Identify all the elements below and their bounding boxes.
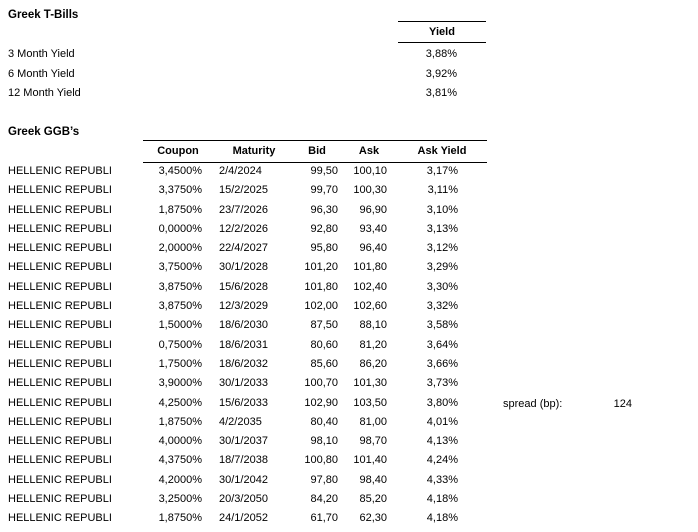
ggb-cell-bid: 102,00: [304, 300, 338, 313]
tbill-label: 6 Month Yield: [8, 67, 75, 80]
ggb-cell-issuer: HELLENIC REPUBLI: [8, 396, 112, 409]
ggb-cell-issuer: HELLENIC REPUBLI: [8, 454, 112, 467]
ggb-cell-bid: 61,70: [310, 512, 338, 525]
ggb-cell-bid: 84,20: [310, 493, 338, 506]
ggb-cell-bid: 99,70: [310, 184, 338, 197]
ggb-row: [0, 451, 698, 470]
tbill-row: [0, 65, 698, 85]
ggb-cell-ask: 85,20: [359, 493, 387, 506]
ggb-table: [0, 162, 698, 529]
ggb-section-title: Greek GGB’s: [8, 126, 80, 138]
tbill-yield-value: 3,88%: [425, 48, 457, 60]
ggb-cell-coupon: 0,0000%: [158, 222, 202, 235]
ggb-cell-issuer: HELLENIC REPUBLI: [8, 165, 112, 177]
ggb-cell-coupon: 1,8750%: [158, 415, 202, 428]
ggb-cell-ask: 96,40: [359, 242, 387, 255]
ggb-cell-maturity: 15/6/2028: [219, 280, 268, 293]
tbills-yield-header-label: Yield: [429, 26, 455, 38]
tbill-label: 12 Month Yield: [8, 87, 81, 100]
ggb-cell-bid: 100,80: [304, 454, 338, 467]
ggb-cell-issuer: HELLENIC REPUBLI: [8, 300, 112, 313]
ggb-cell-issuer: HELLENIC REPUBLI: [8, 415, 112, 428]
ggb-column-header-maturity: Maturity: [232, 145, 276, 157]
ggb-cell-ask-yield: 3,30%: [426, 280, 458, 293]
ggb-cell-maturity: 12/2/2026: [219, 222, 268, 235]
ggb-cell-ask: 98,40: [359, 473, 387, 486]
ggb-cell-maturity: 18/6/2030: [219, 319, 268, 332]
ggb-cell-maturity: 18/6/2031: [219, 338, 268, 351]
ggb-cell-issuer: HELLENIC REPUBLI: [8, 493, 112, 506]
ggb-cell-bid: 87,50: [310, 319, 338, 332]
ggb-cell-bid: 98,10: [310, 435, 338, 448]
ggb-row: [0, 316, 698, 335]
ggb-row: [0, 355, 698, 374]
ggb-cell-issuer: HELLENIC REPUBLI: [8, 242, 112, 255]
ggb-cell-maturity: 15/6/2033: [219, 396, 268, 409]
ggb-cell-issuer: HELLENIC REPUBLI: [8, 435, 112, 448]
tbills-section-title: Greek T-Bills: [8, 9, 79, 21]
ggb-cell-issuer: HELLENIC REPUBLI: [8, 203, 112, 216]
ggb-cell-ask-yield: 4,24%: [426, 454, 458, 467]
ggb-row: [0, 162, 698, 181]
ggb-cell-bid: 101,20: [304, 261, 338, 274]
ggb-row: [0, 471, 698, 490]
ggb-cell-bid: 80,60: [310, 338, 338, 351]
ggb-cell-ask-yield: 3,10%: [426, 203, 458, 216]
ggb-cell-ask-yield: 3,17%: [426, 165, 458, 177]
ggb-cell-bid: 101,80: [304, 280, 338, 293]
ggb-cell-coupon: 3,4500%: [158, 165, 202, 177]
ggb-cell-coupon: 2,0000%: [158, 242, 202, 255]
ggb-cell-issuer: HELLENIC REPUBLI: [8, 512, 112, 525]
ggb-cell-maturity: 23/7/2026: [219, 203, 268, 216]
ggb-cell-coupon: 3,7500%: [158, 261, 202, 274]
ggb-cell-bid: 85,60: [310, 357, 338, 370]
ggb-row: [0, 258, 698, 277]
ggb-cell-ask: 86,20: [359, 357, 387, 370]
ggb-row: [0, 490, 698, 509]
ggb-cell-ask-yield: 3,80%: [426, 396, 458, 409]
ggb-cell-maturity: 30/1/2037: [219, 435, 268, 448]
ggb-cell-ask: 101,80: [353, 261, 387, 274]
ggb-cell-ask-yield: 3,12%: [426, 242, 458, 255]
ggb-cell-issuer: HELLENIC REPUBLI: [8, 222, 112, 235]
ggb-column-header-ask: Ask: [358, 145, 380, 157]
ggb-row: [0, 374, 698, 393]
ggb-row: [0, 297, 698, 316]
ggb-cell-coupon: 3,3750%: [158, 184, 202, 197]
ggb-cell-ask-yield: 3,29%: [426, 261, 458, 274]
ggb-cell-ask: 101,40: [353, 454, 387, 467]
tbill-row: [0, 84, 698, 104]
tbill-yield-value: 3,81%: [425, 87, 457, 100]
ggb-column-header-ask-yield: Ask Yield: [417, 145, 467, 157]
ggb-cell-maturity: 18/6/2032: [219, 357, 268, 370]
tbill-label: 3 Month Yield: [8, 48, 75, 60]
ggb-cell-ask-yield: 3,66%: [426, 357, 458, 370]
ggb-cell-bid: 99,50: [310, 165, 338, 177]
ggb-cell-ask-yield: 4,01%: [426, 415, 458, 428]
ggb-cell-coupon: 4,3750%: [158, 454, 202, 467]
ggb-cell-maturity: 2/4/2024: [219, 165, 262, 177]
ggb-cell-ask-yield: 3,32%: [426, 300, 458, 313]
ggb-cell-issuer: HELLENIC REPUBLI: [8, 357, 112, 370]
ggb-cell-ask-yield: 3,13%: [426, 222, 458, 235]
ggb-cell-coupon: 4,2000%: [158, 473, 202, 486]
ggb-cell-maturity: 30/1/2042: [219, 473, 268, 486]
ggb-cell-ask-yield: 4,18%: [426, 512, 458, 525]
ggb-cell-bid: 95,80: [310, 242, 338, 255]
ggb-cell-maturity: 15/2/2025: [219, 184, 268, 197]
ggb-column-header-coupon: Coupon: [157, 145, 199, 157]
ggb-cell-ask-yield: 4,13%: [426, 435, 458, 448]
ggb-cell-ask: 100,10: [353, 165, 387, 177]
ggb-cell-ask-yield: 3,64%: [426, 338, 458, 351]
ggb-cell-issuer: HELLENIC REPUBLI: [8, 377, 112, 390]
ggb-cell-maturity: 20/3/2050: [219, 493, 268, 506]
ggb-cell-bid: 100,70: [304, 377, 338, 390]
ggb-cell-bid: 96,30: [310, 203, 338, 216]
ggb-cell-maturity: 30/1/2033: [219, 377, 268, 390]
ggb-cell-coupon: 1,5000%: [158, 319, 202, 332]
ggb-cell-ask: 93,40: [359, 222, 387, 235]
ggb-cell-coupon: 4,0000%: [158, 435, 202, 448]
ggb-cell-bid: 97,80: [310, 473, 338, 486]
ggb-cell-ask: 96,90: [359, 203, 387, 216]
ggb-cell-issuer: HELLENIC REPUBLI: [8, 184, 112, 197]
ggb-cell-ask-yield: 3,73%: [426, 377, 458, 390]
ggb-cell-maturity: 12/3/2029: [219, 300, 268, 313]
ggb-row: [0, 509, 698, 528]
ggb-cell-ask-yield: 4,33%: [426, 473, 458, 486]
ggb-cell-bid: 92,80: [310, 222, 338, 235]
ggb-cell-coupon: 1,8750%: [158, 203, 202, 216]
ggb-row: [0, 336, 698, 355]
ggb-cell-bid: 80,40: [310, 415, 338, 428]
ggb-cell-coupon: 1,7500%: [158, 357, 202, 370]
ggb-cell-ask: 88,10: [359, 319, 387, 332]
spread-value: 124: [613, 398, 632, 410]
tbill-row: [0, 45, 698, 65]
ggb-cell-maturity: 18/7/2038: [219, 454, 268, 467]
ggb-row: [0, 413, 698, 432]
ggb-cell-coupon: 3,8750%: [158, 280, 202, 293]
ggb-cell-ask: 81,00: [359, 415, 387, 428]
ggb-cell-ask: 101,30: [353, 377, 387, 390]
ggb-row: [0, 278, 698, 297]
ggb-cell-ask: 81,20: [359, 338, 387, 351]
ggb-column-header-bid: Bid: [308, 145, 326, 157]
ggb-cell-issuer: HELLENIC REPUBLI: [8, 473, 112, 486]
ggb-cell-coupon: 3,9000%: [158, 377, 202, 390]
ggb-cell-issuer: HELLENIC REPUBLI: [8, 280, 112, 293]
ggb-cell-coupon: 4,2500%: [158, 396, 202, 409]
ggb-cell-maturity: 4/2/2035: [219, 415, 262, 428]
ggb-cell-ask: 62,30: [359, 512, 387, 525]
ggb-row: [0, 220, 698, 239]
ggb-cell-maturity: 30/1/2028: [219, 261, 268, 274]
ggb-cell-bid: 102,90: [304, 396, 338, 409]
ggb-cell-coupon: 0,7500%: [158, 338, 202, 351]
tbills-yield-column-header: [398, 21, 486, 43]
ggb-row: [0, 239, 698, 258]
ggb-cell-ask: 100,30: [353, 184, 387, 197]
ggb-cell-ask-yield: 3,58%: [426, 319, 458, 332]
ggb-row: [0, 181, 698, 200]
ggb-cell-issuer: HELLENIC REPUBLI: [8, 261, 112, 274]
ggb-cell-ask: 98,70: [359, 435, 387, 448]
ggb-cell-issuer: HELLENIC REPUBLI: [8, 338, 112, 351]
ggb-cell-ask: 102,40: [353, 280, 387, 293]
ggb-row: [0, 201, 698, 220]
ggb-cell-maturity: 24/1/2052: [219, 512, 268, 525]
ggb-cell-ask: 102,60: [353, 300, 387, 313]
ggb-cell-coupon: 3,2500%: [158, 493, 202, 506]
ggb-cell-ask: 103,50: [353, 396, 387, 409]
ggb-cell-coupon: 1,8750%: [158, 512, 202, 525]
tbill-yield-value: 3,92%: [425, 67, 457, 80]
ggb-row: [0, 432, 698, 451]
tbills-table: [0, 45, 698, 104]
ggb-cell-ask-yield: 3,11%: [427, 184, 458, 197]
ggb-cell-issuer: HELLENIC REPUBLI: [8, 319, 112, 332]
ggb-cell-ask-yield: 4,18%: [426, 493, 458, 506]
ggb-header-row: [143, 140, 487, 163]
ggb-cell-coupon: 3,8750%: [158, 300, 202, 313]
spread-label: spread (bp):: [503, 398, 563, 410]
ggb-cell-maturity: 22/4/2027: [219, 242, 268, 255]
